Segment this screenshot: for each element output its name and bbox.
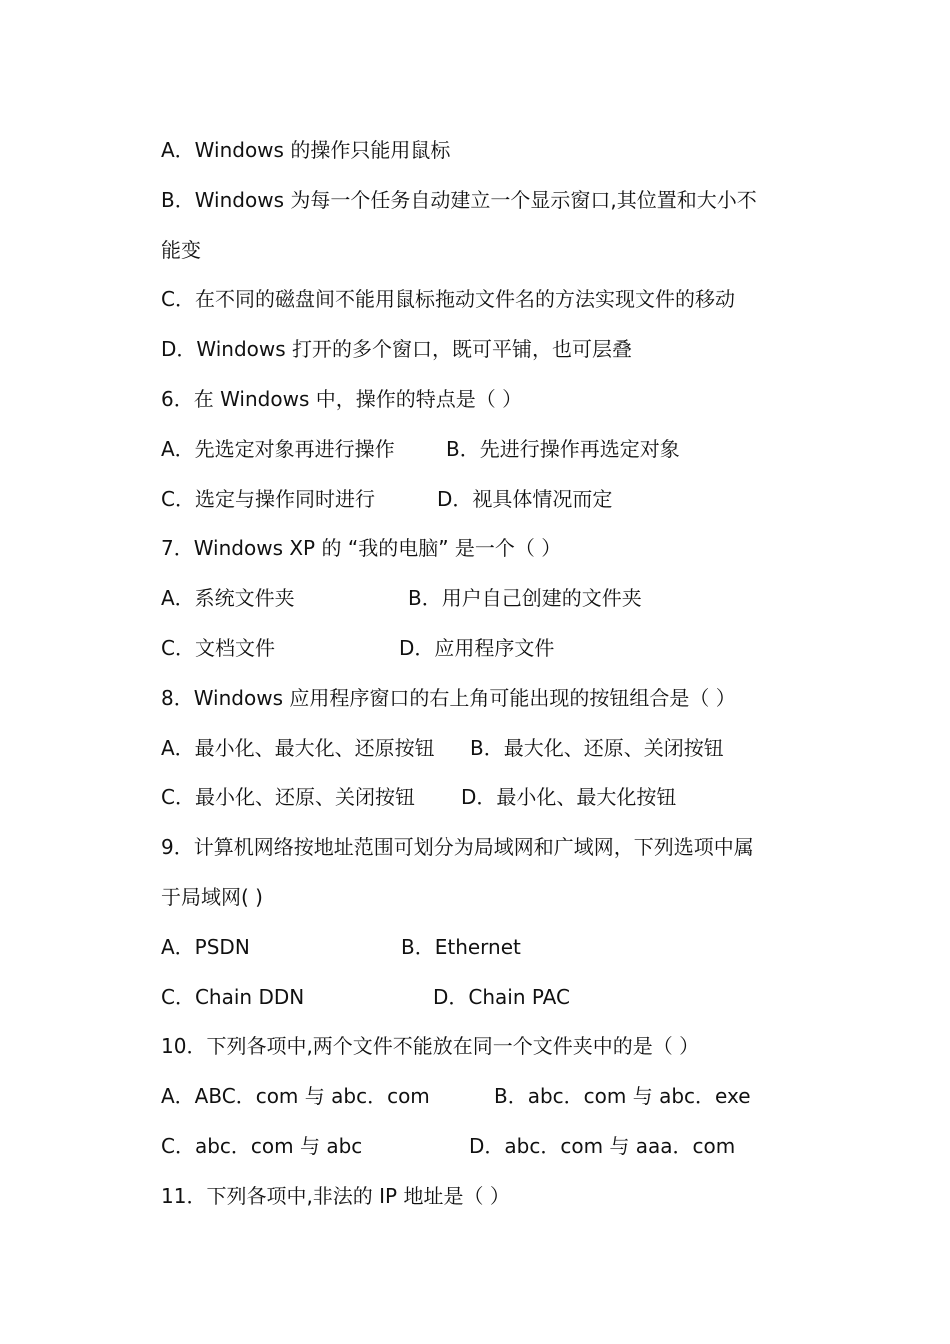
option-a: A．PSDN (161, 934, 250, 959)
option-row (161, 923, 821, 973)
option-c: C．选定与操作同时进行 (161, 486, 375, 511)
option-b: B．用户自己创建的文件夹 (408, 586, 642, 611)
option-c: C．最小化、还原、关闭按钮 (161, 785, 415, 810)
option-a: A．先选定对象再进行操作 (161, 436, 395, 461)
question-stem: 7．Windows XP 的 “我的电脑” 是一个（ ） (161, 536, 562, 561)
option-b: B．最大化、还原、关闭按钮 (470, 735, 724, 760)
question-stem: 8．Windows 应用程序窗口的右上角可能出现的按钮组合是（ ） (161, 685, 736, 710)
option-a: A．系统文件夹 (161, 586, 295, 611)
question-stem: 6．在 Windows 中，操作的特点是（ ） (161, 386, 523, 411)
option-c: C．abc．com 与 abc (161, 1133, 363, 1158)
option-a: A．最小化、最大化、还原按钮 (161, 735, 435, 760)
text-line: D．Windows 打开的多个窗口，既可平铺，也可层叠 (161, 337, 633, 362)
option-row (161, 425, 821, 475)
question-stem: 10．下列各项中,两个文件不能放在同一个文件夹中的是（ ） (161, 1034, 700, 1059)
option-d: D．abc．com 与 aaa．com (469, 1133, 736, 1158)
question-stem: 11．下列各项中,非法的 IP 地址是（ ） (161, 1183, 510, 1208)
option-row (161, 1072, 821, 1122)
option-d: D．应用程序文件 (399, 635, 555, 660)
question-stem: 9．计算机网络按地址范围可划分为局域网和广域网，下列选项中属 (161, 835, 754, 860)
option-b: B．Ethernet (401, 934, 521, 959)
option-c: C．文档文件 (161, 635, 275, 660)
option-row (161, 1122, 821, 1172)
option-d: D．Chain PAC (433, 984, 570, 1009)
question-text (161, 126, 821, 1222)
option-row (161, 475, 821, 525)
option-row (161, 574, 821, 624)
text-line: 于局域网( ) (161, 884, 263, 909)
option-a: A．ABC．com 与 abc．com (161, 1084, 430, 1109)
option-b: B．abc．com 与 abc．exe (494, 1084, 751, 1109)
option-row (161, 773, 821, 823)
text-line: 能变 (161, 237, 201, 262)
option-d: D．视具体情况而定 (437, 486, 613, 511)
option-d: D．最小化、最大化按钮 (461, 785, 677, 810)
option-row (161, 624, 821, 674)
text-line: C．在不同的磁盘间不能用鼠标拖动文件名的方法实现文件的移动 (161, 287, 735, 312)
option-row (161, 724, 821, 774)
option-b: B．先进行操作再选定对象 (446, 436, 680, 461)
text-line: A．Windows 的操作只能用鼠标 (161, 138, 451, 162)
option-c: C．Chain DDN (161, 984, 305, 1009)
text-line: B．Windows 为每一个任务自动建立一个显示窗口,其位置和大小不 (161, 187, 757, 212)
option-row (161, 973, 821, 1023)
